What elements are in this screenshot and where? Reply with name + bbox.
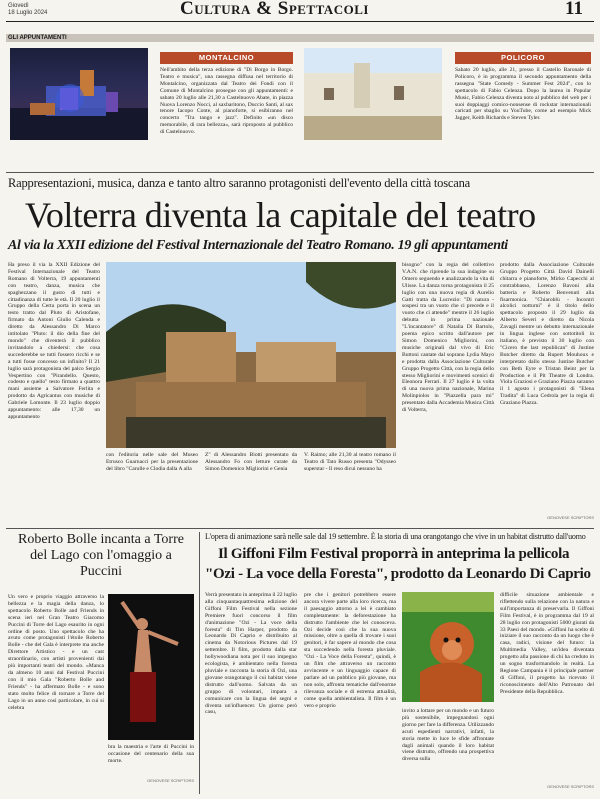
bolle-text: Un vero e proprio viaggio attraverso la bellezza e la magia della danza, lo spettacolo Roberto Bolle and Friends in scena ieri nel Gran Teatro Giacomo Puccini di Torre del Lago esaurito in ogni ordine di posto. Uno spettacolo che ha avuto come protagonisti l'étoile Roberto Bolle - che del Gala è interprete ma anche Direttore Artistico - e un cast straordinario, con artisti provenienti dai più importanti teatri del mondo. «Manca da almeno 10 anni dal Festival Puccini con il mio Gala "Roberto Bolle and Friends" - ha affermato Bolle - e sono stato molto felice di tornare a Torre del Lago in un anno così particolare, in cui si celebra: [8, 594, 104, 711]
montalcino-label: MONTALCINO: [160, 52, 293, 64]
bolle-text-2: bra la maestria e l'arte di Puccini in occasione del centenario della sua morte.: [108, 744, 194, 764]
volterra-photo: [106, 262, 396, 448]
dancer-image: [108, 594, 194, 740]
giffoni-col-4: difficile situazione ambientale e riflettendo sulla relazione con la natura e sull'importanza di preservarla. Il Giffoni Film Festival, è in programma dal 19 al 28 luglio con protagonisti 5000 giurati da 33 Paesi del mondo. «Giffoni ha scelto di iniziare il suo racconto da un luogo che è casa, radici, visione del futuro: la Multimedia Valley, un'idea diventata progetto alla passione di chi ha creduto in un sogno trasformandolo in realtà. La Regione Campania è il principale partner di Giffoni, il progetto ha ricevuto il riconoscimento dell'Alto Patronato del Presidente della Repubblica.: [500, 592, 594, 695]
main-col-4: bisogno" con la regia del collettivo V.A.N. che riprende la sua indagine su Omero seguendo e analizzando la vita di Ulisse. La danza torna protagonista il 25 luglio con una nuova regia di Aurelio Gatti tratta da Lucrezio: "Di natura - sospesi tra un vuoto che ci precede e il vuoto che ci attende" mentre il 26 luglio debutta in prima nazionale "L'incantatore" di Natalia Di Bartolo, poema epico scritto dall'autore per Simon Domenico Migliorini, con musiche originali dal vivo di Eric Buttoni cantate dal soprano Lydia Mayo e prodotta dalla Associazione Culturale Gruppo Progetto Città, con la regia dello stesso Migliorini e movimenti scenici di Eleonora Ferrari. Il 27 luglio è la volta di una nuova prima nazionale, Marina Molinpiolos in "Piazzella para mi" presentato dalla Accademia Musica Città di Volterra,: [402, 262, 494, 414]
vertical-divider: [199, 532, 200, 794]
date-block: [8, 3, 68, 17]
page-number: 11: [565, 0, 583, 19]
main-col-1b: con l'editoria nelle sale del Museo Etrusco Guarnacci per la presentazione del libro "Carulle e Clodia dalla A alla: [106, 452, 198, 472]
ozi-photo: [402, 592, 494, 702]
montalcino-photo: [10, 48, 148, 140]
section-title: Cultura & Spettacoli: [180, 0, 369, 19]
giffoni-overline: L'opera di animazione sarà nelle sale dal 19 settembre. È la storia di una orangotango che vive in un habitat distrutto dall'uomo: [205, 532, 586, 541]
castle-night-image: [10, 48, 148, 140]
main-col-1: Ha preso il via la XXII Edizione del Festival Internazionale del Teatro Romano di Volterra, 19 appuntamenti con teatro, danza, musica che spaghezzano il gusto di tutti e cittadinanza di tutte le età. Il 20 luglio il Gruppo della Certa porta in scena un testo tratto dal Pluto di Aristofane, firmato da Antoni Giulio Calenda e diretto da Alessandro Di Marco intitolato "Pluto: il dio della fine del mondo" che diventerà il pubblico invitandolo a chiedersi: che cosa succederebbe se tutti fossero ricchi e se a tutti fosse concesso un infinito? Il 21 luglio sarà protagonista del palco Sergio Vespertino con "Pirandello. Questo, codesto e quello" testo firmato a quattro mani assieme a Salvatore Ferlita e prodotto da Agricantus con musiche di Gabriele Lomonte. Il 23 luglio doppio appuntamento: alle 17,30 un appuntamento: [8, 262, 100, 420]
policoro-label: POLICORO: [455, 52, 591, 64]
appointments-kicker: GLI APPUNTAMENTI: [8, 35, 67, 41]
date: 18 Luglio 2024: [8, 10, 48, 16]
giffoni-col-1: Verrà presentato in anteprima il 22 luglio alla cinquantaquattresima edizione del Giffoni Film Festival nella sezione Premiere fuori concorso il film d'animazione "Ozi - La voce della foresta" di Tim Harper, prodotto da Leonardo Di Caprio e distribuito al cinema da Notorious Pictures dal 19 settembre. Il film, prodotto dalla star hollywoodiana nota per il suo impegno ecologista, è ambientato nella foresta pluviale e racconta la storia di Ozi, una giovane orangotango il cui habitat viene distrutto dall'uomo. Salvata da un gruppo di volontari, impara a comunicare con la lingua dei segni e diventa un'influencer. Un giorno però casu,: [205, 592, 297, 716]
policoro-photo: [304, 48, 442, 140]
policoro-text: Sabato 20 luglio, alle 21, presso il Castello Baronale di Policoro, è in programma il secondo appuntamento della rassegna "State Comedy - Summer Fest 2024", con lo spettacolo di Fabio Celenza. Dopo la laurea in Popular Music, Fabio Celenza diventa noto al pubblico del web per i suoi doppiaggi comico-nonsense di rockstar internazionali caricati per sbaglio su YouTube, come ad esempio Mick Jagger, Keith Richards e Steven Tyler.: [455, 67, 591, 122]
date-day: Giovedì: [8, 3, 29, 9]
giffoni-signature: GENOVESE SCRIPTORS: [547, 784, 594, 789]
main-col-3b: V. Raimo; alle 21,30 al teatro romano il Teatro di Tato Russo presenta "Odysseo superstar - Il reso dicui nessuno ha: [304, 452, 396, 472]
volterra-landscape-image: [106, 262, 396, 448]
bolle-headline: Roberto Bolle incanta a Torre del Lago con l'omaggio a Puccini: [18, 532, 184, 579]
giffoni-col-2: pre che i genitori potrebbero essere ancora vivere parte alla loro ricerca, ma il paesaggio attorno a lei è cambiato completamente: la deforestazione ha distrutto l'ambiente che lei conosceva. Ozi decide così che la sua nuova missione, oltre a quella di trovare i suoi genitori, è far sapere al mondo che cosa sta succedendo nella foresta pluviale. "Ozi - La Voce della Foresta", quindi, è un film che attraverso un racconto avvincente e un linguaggio capace di parlare ad un pubblico più giovane, ma non solo, affronta tematiche dall'enorme rilevanza sociale e di estrema attualità, come quella ambientalista. Il film è un vero e proprio: [304, 592, 396, 709]
section-rule: [6, 172, 594, 173]
main-headline: Volterra diventa la capitale del teatro: [25, 195, 536, 235]
main-overline: Rappresentazioni, musica, danza e tanto altro saranno protagonisti dell'evento della città toscana: [8, 176, 470, 190]
header-rule: [6, 21, 594, 22]
giffoni-col-3: invito a lottare per un mondo e un futuro più sostenibile, impegnandosi ogni giorno per fare la differenza. Utilizzando acuti espedienti narrativi, infatti, la storia mette in luce le sfide affrontate dagli animali quando il loro habitat viene distrutto, offrendo una prospettiva diversa sulla: [402, 708, 494, 763]
bolle-signature: GENOVESE SCRIPTORS: [147, 778, 194, 783]
giffoni-headline-2: "Ozi - La voce della Foresta", prodotto da Leonardo Di Caprio: [205, 566, 591, 582]
orangutan-image: [402, 592, 494, 702]
castle-courtyard-image: [304, 48, 442, 140]
main-col-2b: Z" di Alessandro Biotti presentato da Alessandro Fo con letture curate da Simon Domenico Migliorini e Genia: [205, 452, 297, 472]
montalcino-text: Nell'ambito della terza edizione di "Di Borgo in Borgo. Teatro e musica", una rassegna diffusa nel territorio di Montalcino, organizzata dal Teatro dei Fondi con il Comune di Montalcino prosegue con gli appuntamenti: e sabato 20 luglio alle 21,30 a Castelnuovo Abate, in piazza Nuova Lorenzo Nocci, al saxbaritono, Duccio Santi, al sax tenore Iacopo Conte, al pianoforte, si esibiranno nel concerto "Tra tango e jazz". Definito «un disco memorabile, di rara bellezza», sarà riproposto al pubblico di Castelnuovo.: [160, 67, 293, 136]
bolle-photo: [108, 594, 194, 740]
giffoni-headline-1: Il Giffoni Film Festival proporrà in anteprima la pellicola: [218, 546, 570, 562]
lower-rule: [6, 528, 594, 529]
main-signature: GENOVESE SCRIPTORS: [547, 515, 594, 520]
appointments-band: [6, 34, 594, 42]
main-col-5: prodotto dalla Associazione Culturale Gruppo Progetto Città David Dainelli chitarra e pianoforte, Mirko Capecchi al contrabbasso, Lorenzo Bavoni alla batteria e Roberto Benvenuti alla fisarmonica. "Chiaroblù - Incontri alcolici notturni" è il titolo dello spettacolo proposto il 29 luglio da Alberto Severi e diretto da Nicola Zavagli mentre un debutto internazionale in lingua inglese con sottotitoli in italiano, è previsto il 30 luglio con "Cicero the last republican" di Justine Butcher diretto da Rupert Mouhoux e interpretato dallo stesso Justine Butcher con Beth Eyre e Tristan Beint per la Production e il Pit Theatre di Londra. Viola Graziosi e Graziano Piazza saranno il 1 agosto i protagonisti di "Elena Tradita" di Luca Cedrola per la regia di Graziano Piazza.: [500, 262, 594, 407]
main-subhead: Al via la XXII edizione del Festival Internazionale del Teatro Romano. 19 gli appuntamenti: [8, 238, 508, 253]
